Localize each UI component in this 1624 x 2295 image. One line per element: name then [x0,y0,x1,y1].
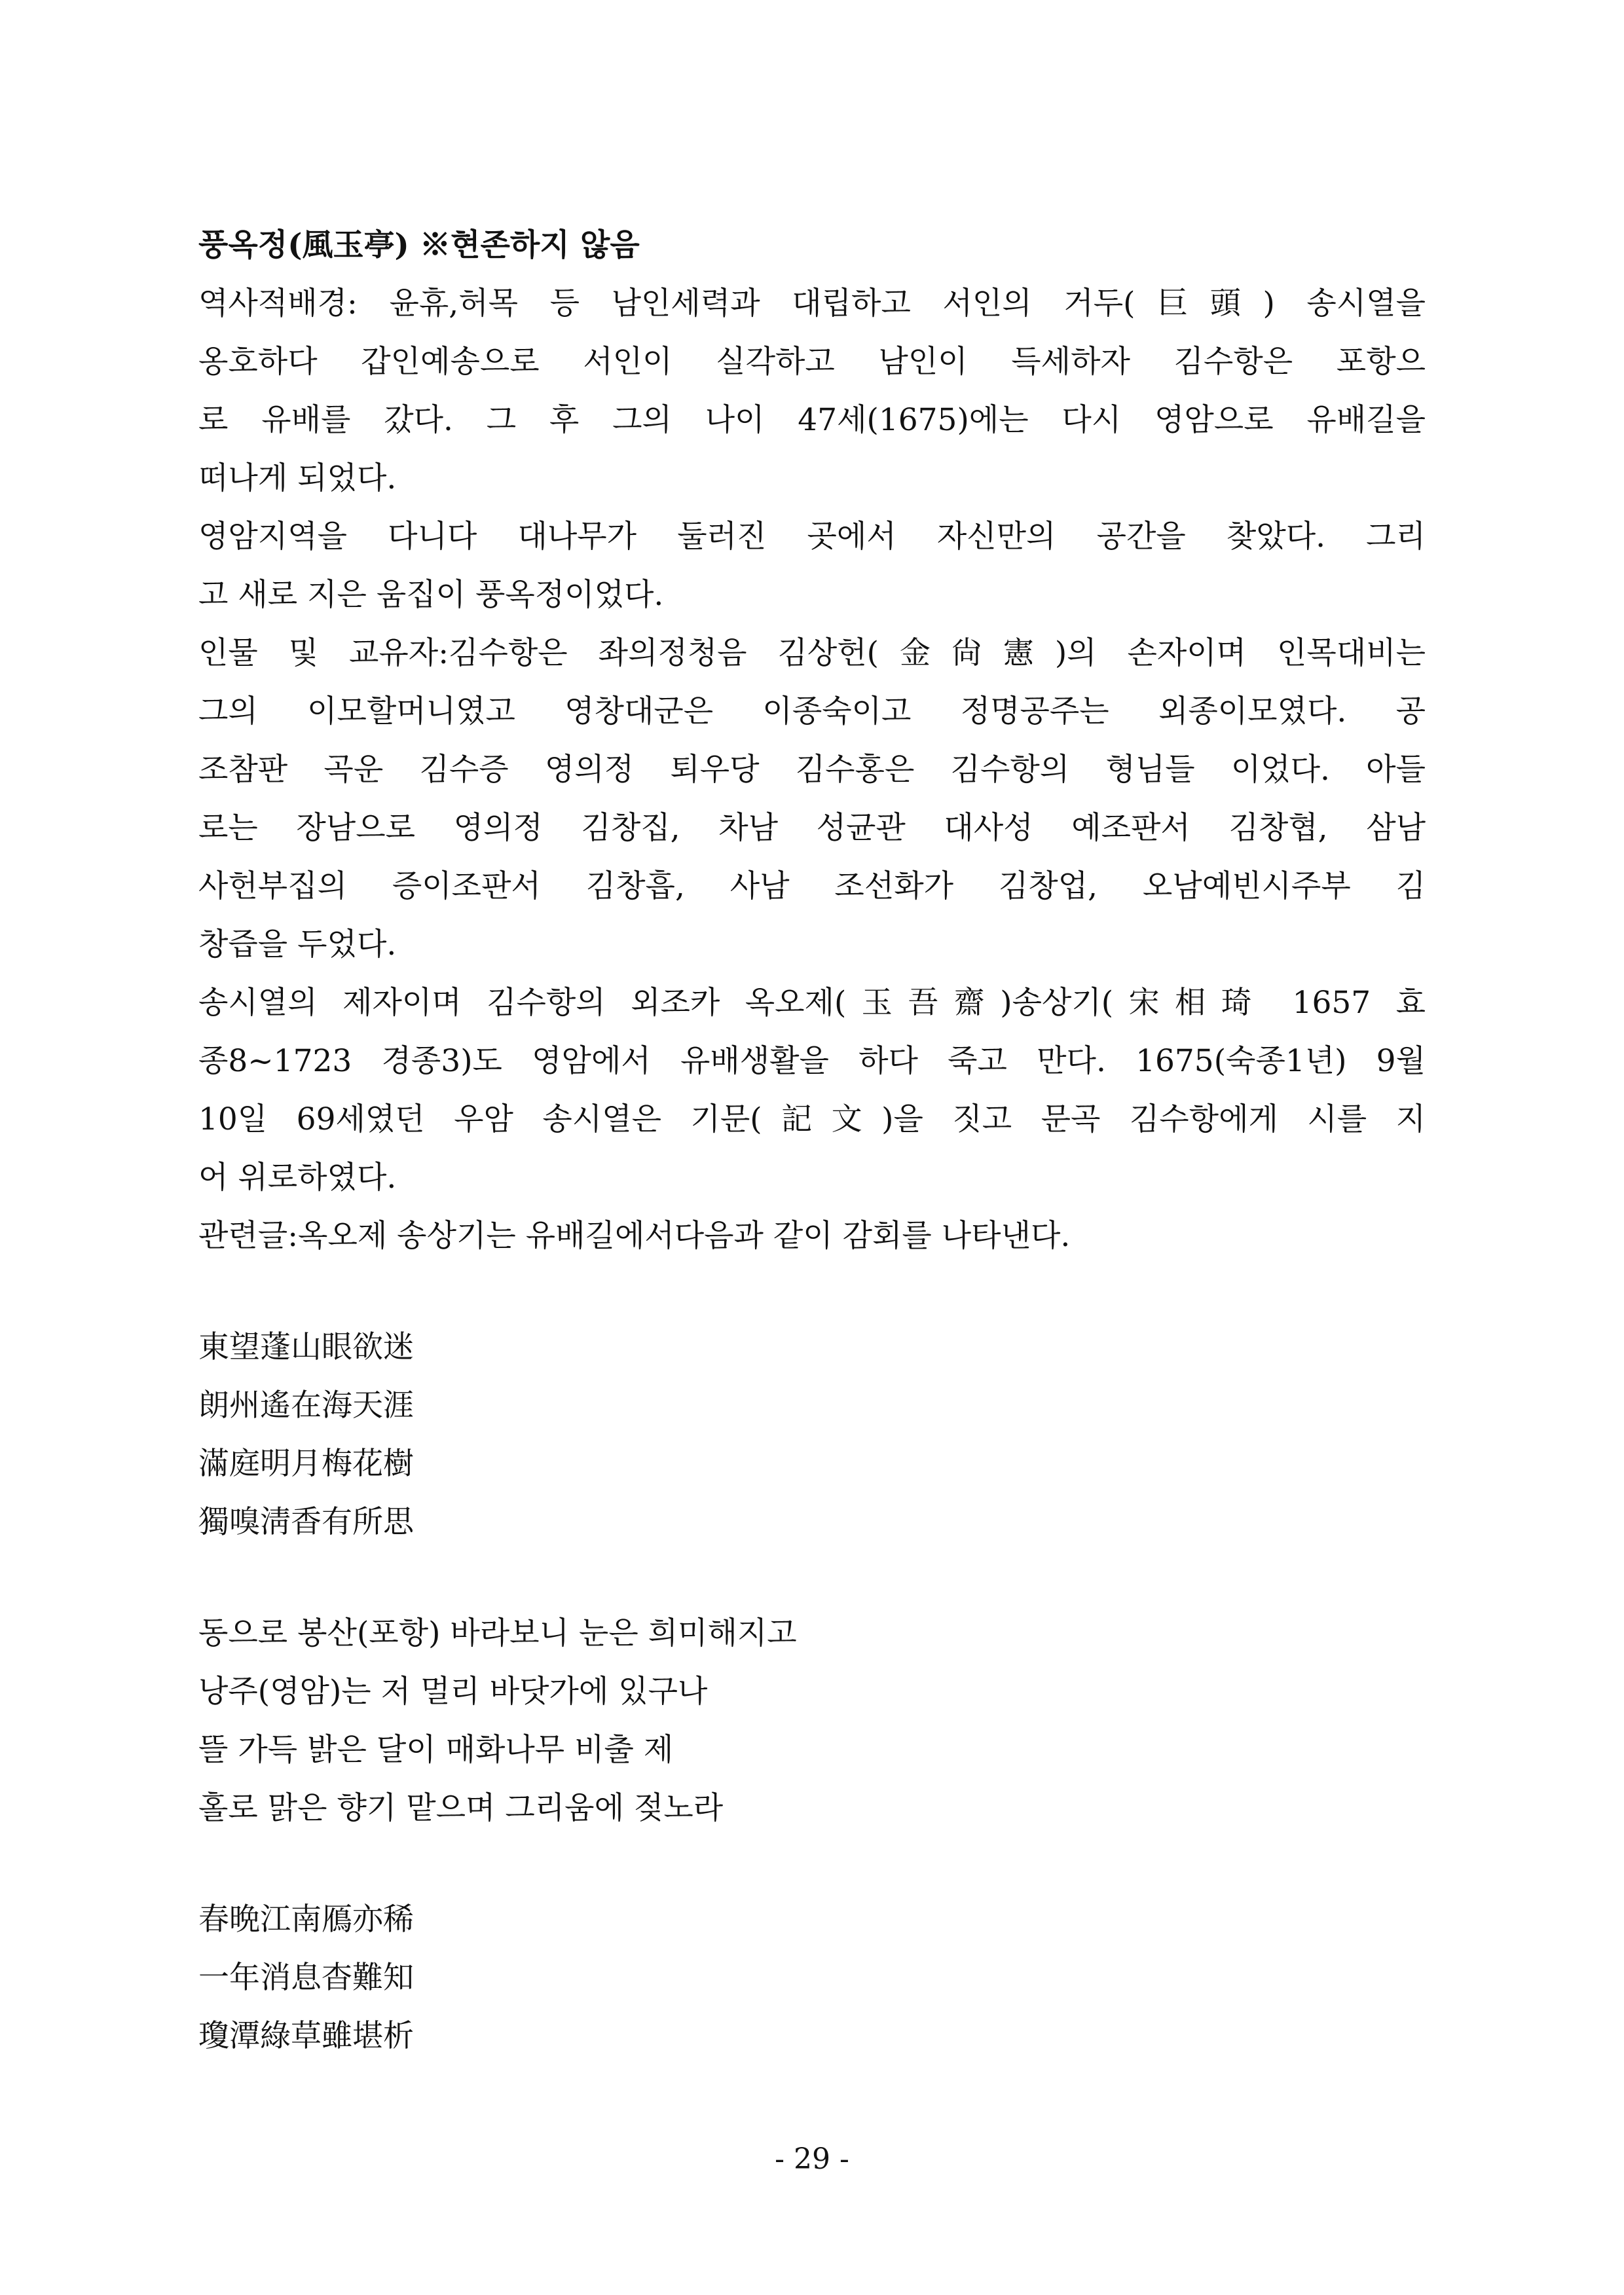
background-line: 영암지역을 다니다 대나무가 둘러진 곳에서 자신만의 공간을 찾았다. 그리 [198,519,1426,555]
people-line: 10일 69세였던 우암 송시열은 기문(記文)을 짓고 문곡 김수항에게 시를 지 [198,1101,1426,1137]
page-number: - 29 - [775,2142,849,2176]
poem1-hanja-line: 滿庭明月梅花樹 [198,1446,414,1482]
background-line: 로 유배를 갔다. 그 후 그의 나이 47세(1675)에는 다시 영암으로 유배길을 [198,402,1426,438]
background-line: 떠나게 되었다. [198,460,397,496]
poem1-korean-line: 뜰 가득 밝은 달이 매화나무 비출 제 [198,1732,674,1768]
background-line: 옹호하다 갑인예송으로 서인이 실각하고 남인이 득세하자 김수항은 포항으 [198,344,1426,380]
poem1-hanja-line: 東望蓬山眼欲迷 [198,1329,414,1365]
poem2-hanja-line: 一年消息杳難知 [198,1960,414,1996]
poem1-korean-line: 낭주(영암)는 저 멀리 바닷가에 있구나 [198,1674,708,1710]
poem1-korean-line: 홀로 맑은 향기 맡으며 그리움에 젖노라 [198,1790,724,1826]
poem2-hanja-line: 瓊潭綠草雖堪析 [198,2018,414,2054]
people-line: 어 위로하였다. [198,1160,397,1196]
people-line: 사헌부집의 증이조판서 김창흡, 사남 조선화가 김창업, 오남예빈시주부 김 [198,868,1426,904]
background-line: 역사적배경: 윤휴,허목 등 남인세력과 대립하고 서인의 거두(巨頭) 송시열을 [198,285,1426,321]
people-line: 창즙을 두었다. [198,927,397,963]
people-line: 송시열의 제자이며 김수항의 외조카 옥오제(玉吾齋)송상기(宋相琦 1657 효 [198,985,1426,1021]
people-line: 인물 및 교유자:김수항은 좌의정청음 김상헌(金尙憲)의 손자이며 인목대비는 [198,635,1426,671]
people-line: 종8~1723 경종3)도 영암에서 유배생활을 하다 죽고 만다. 1675(숙종1년) 9월 [198,1043,1426,1079]
poem1-hanja-line: 朗州遙在海天涯 [198,1387,414,1423]
people-line: 그의 이모할머니였고 영창대군은 이종숙이고 정명공주는 외종이모였다. 공 [198,693,1426,729]
poem1-korean-line: 동으로 봉산(포항) 바라보니 눈은 희미해지고 [198,1615,797,1651]
poem2-hanja-line: 春晩江南鴈亦稀 [198,1901,414,1937]
poem1-hanja-line: 獨嗅淸香有所思 [198,1504,414,1540]
people-line: 로는 장남으로 영의정 김창집, 차남 성균관 대사성 예조판서 김창협, 삼남 [198,810,1426,846]
related-intro: 관련글:옥오제 송상기는 유배길에서다음과 같이 감회를 나타낸다. [198,1218,1071,1254]
background-line: 고 새로 지은 움집이 풍옥정이었다. [198,577,664,613]
people-line: 조참판 곡운 김수증 영의정 퇴우당 김수홍은 김수항의 형님들 이었다. 아들 [198,752,1426,788]
section-title: 풍옥정(風玉亭) ※현존하지 않음 [198,227,640,263]
